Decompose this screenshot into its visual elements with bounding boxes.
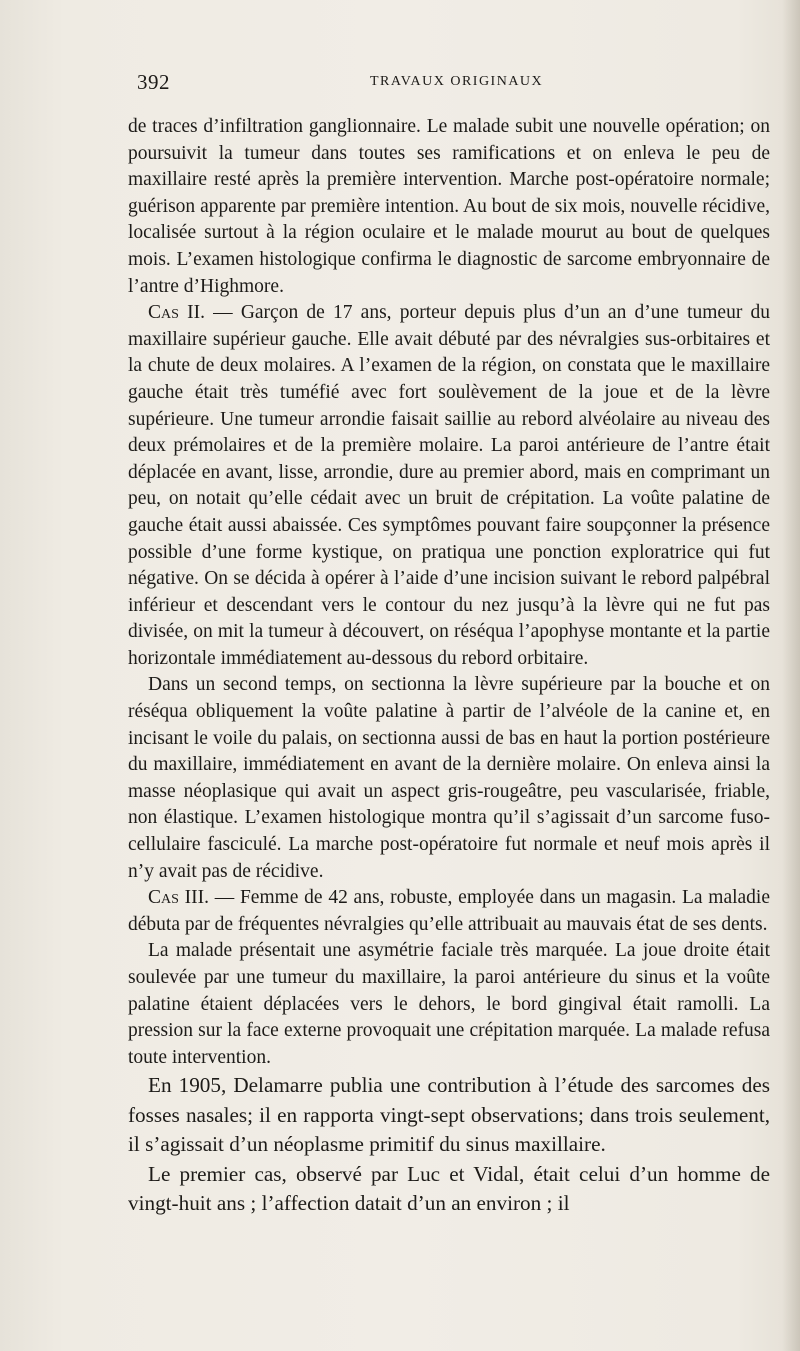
paragraph-text: Le premier cas, observé par Luc et Vidal, était celui d’un homme de vingt-huit ans ; l’affection datait d’un an environ ; il xyxy=(128,1161,770,1216)
paragraph-text: La malade présentait une asymétrie faciale très marquée. La joue droite était soulevée par une tumeur du maxillaire, la paroi antérieure du sinus et la voûte palatine étaient déplacées vers le dehors, le bord gingival était ramolli. La pression sur la face externe provoquait une crépitation marquée. La malade refusa toute intervention. xyxy=(128,940,770,1068)
paragraph-text: — Garçon de 17 ans, porteur depuis plus d’un an d’une tumeur du maxillaire supérieur gauche. Elle avait débuté par des névralgies sus-orbitaires et la chute de deux molaires. A l’examen de la région, on constata que le maxillaire gauche était très tuméfié avec fort soulèvement de la joue et de la lèvre supérieure. Une tumeur arrondie faisait saillie au rebord alvéolaire au niveau des deux prémolaires et de la première molaire. La paroi antérieure de l’antre était déplacée en avant, lisse, arrondie, dure au premier abord, mais en comprimant un peu, on notait qu’elle cédait avec un bruit de crépitation. La voûte palatine de gauche était aussi abaissée. Ces symptômes pouvant faire soupçonner la présence possible d’une forme kystique, on pratiqua une ponction exploratrice qui fut négative. On se décida à opérer à l’aide d’une incision suivant le rebord palpébral inférieur et descendant vers le contour du nez jusqu’à la lèvre qui ne fut pas divisée, on mit la tumeur à découvert, on réséqua l’apophyse montante et la partie horizontale immédiatement au-dessous du rebord orbitaire. xyxy=(128,302,771,669)
paragraph-first-case xyxy=(128,1160,770,1219)
case-label: Cas III. xyxy=(148,887,209,909)
paragraph-text: — Femme de 42 ans, robuste, employée dans un magasin. La maladie débuta par de fréquentes névralgies qu’elle attribuait au mauvais état de ses dents. xyxy=(128,887,771,935)
page-header xyxy=(137,70,772,96)
body-text xyxy=(128,114,770,1219)
paragraph-case-3-exam xyxy=(128,938,770,1071)
paragraph-case-3 xyxy=(128,885,770,938)
paragraph-text: En 1905, Delamarre publia une contribution à l’étude des sarcomes des fosses nasales; il en rapporta vingt-sept observations; dans trois seulement, il s’agissait d’un néoplasme primitif du sinus maxillaire. xyxy=(128,1073,770,1157)
case-label: Cas II. xyxy=(148,302,205,324)
paragraph-delamarre xyxy=(128,1071,770,1160)
paragraph-text: Dans un second temps, on sectionna la lèvre supérieure par la bouche et on réséqua obliquement la voûte palatine à partir de l’alvéole de la canine et, en incisant le voile du palais, on sectionna aussi de bas en haut la portion postérieure du maxillaire, immédiatement en avant de la dernière molaire. On enleva ainsi la masse néoplasique qui avait un aspect gris-rougeâtre, peu vascularisée, friable, non élastique. L’examen histologique montra qu’il s’agissait d’un sarcome fuso-cellulaire fasciculé. La marche post-opératoire fut normale et neuf mois après il n’y avait pas de récidive. xyxy=(128,674,770,882)
page-number: 392 xyxy=(137,70,170,94)
page-edge-shadow xyxy=(782,0,800,1351)
running-title: TRAVAUX ORIGINAUX xyxy=(370,74,544,89)
paragraph-case-2 xyxy=(128,300,770,672)
paragraph-text: de traces d’infiltration ganglionnaire. Le malade subit une nouvelle opération; on poursuivit la tumeur dans toutes ses ramifications et on enleva le peu de maxillaire resté après la première intervention. Marche post-opératoire normale; guérison apparente par première intention. Au bout de six mois, nouvelle récidive, localisée surtout à la région oculaire et le malade mourut au bout de quelques mois. L’examen histologique confirma le diagnostic de sarcome embryonnaire de l’antre d’Highmore. xyxy=(128,116,770,297)
paragraph-continuation xyxy=(128,114,770,300)
paragraph-second-operation xyxy=(128,672,770,885)
